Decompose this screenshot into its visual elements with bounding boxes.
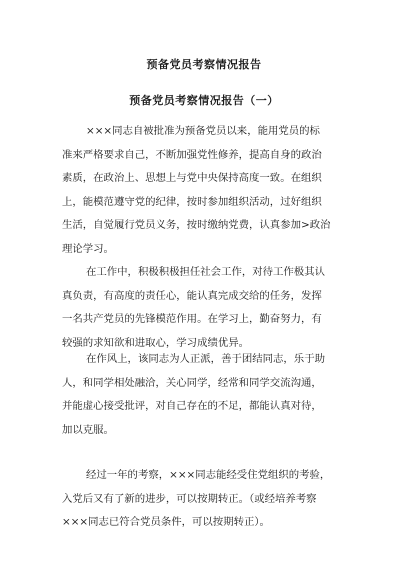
paragraph-line: ×××同志已符合党员条件，可以按期转正）。 [62, 516, 270, 529]
paragraph-4 [62, 464, 352, 535]
paragraph-line: 并能虚心接受批评，对自己存在的不足，都能认真对待， [62, 400, 322, 413]
paragraph-line: 素质，在政治上、思想上与党中央保持高度一致。在组织 [62, 172, 322, 185]
paragraph-line: 加以克服。 [62, 423, 114, 436]
paragraph-line: 生活，自觉履行党员义务，按时缴纳党费，认真参加>政治 [62, 219, 331, 232]
paragraph-line: 准来严格要求自己，不断加强党性修养，提高自身的政治 [62, 148, 322, 161]
section-title: 预备党员考察情况报告（一） [129, 94, 279, 107]
paragraph-line: 在作风上，该同志为人正派，善于团结同志，乐于助 [86, 353, 325, 365]
paragraph-line: 经过一年的考察，×××同志能经受住党组织的考验， [86, 469, 331, 481]
paragraph-2 [62, 261, 352, 355]
paragraph-line: 上，能模范遵守党的纪律，按时参加组织活动，过好组织 [62, 195, 322, 208]
paragraph-line: 较强的求知欲和进取心，学习成绩优异。 [62, 336, 250, 349]
paragraph-3 [62, 348, 352, 442]
paragraph-line: 在工作中，积极积极担任社会工作，对待工作极其认 [86, 266, 325, 278]
paragraph-line: ×××同志自被批准为预备党员以来，能用党员的标 [86, 125, 320, 137]
paragraph-1 [62, 120, 352, 262]
paragraph-line: 入党后又有了新的进步，可以按期转正。（或经培养考察 [62, 492, 317, 505]
paragraph-line: 人，和同学相处融洽，关心同学，经常和同学交流沟通， [62, 376, 322, 389]
paragraph-line: 真负责，有高度的责任心，能认真完成交给的任务，发挥 [62, 289, 322, 302]
paragraph-line: 一名共产党员的先锋模范作用。在学习上，勤奋努力，有 [62, 313, 322, 326]
document-title: 预备党员考察情况报告 [146, 58, 262, 71]
paragraph-line: 理论学习。 [62, 242, 114, 255]
